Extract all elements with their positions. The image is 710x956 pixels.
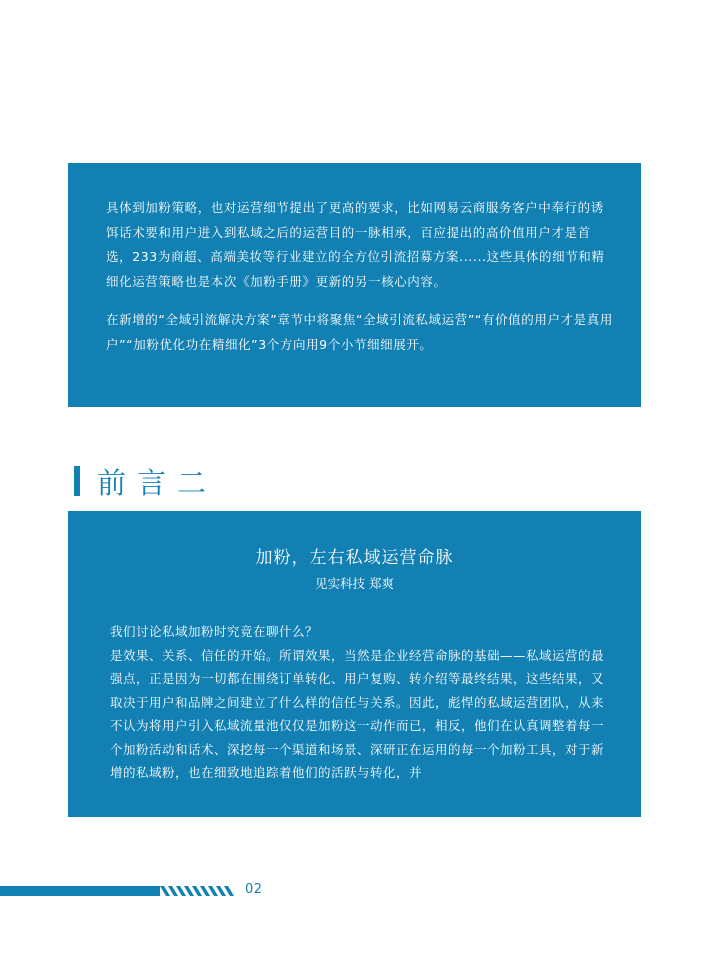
body-paragraph: 在新增的“全域引流解决方案”章节中将聚焦“全域引流私域运营”“有价值的用户才是真用户”“加粉优化功在精细化”3个方向用9个小节细细展开。	[106, 312, 613, 352]
footer-bar	[0, 886, 160, 896]
article-title: 加粉，左右私域运营命脉	[255, 548, 454, 568]
footer-stripes-decoration	[160, 886, 240, 896]
body-paragraph: 是效果、关系、信任的开始。所谓效果，当然是企业经营命脉的基础——私域运营的最强点，正是因为一切都在围绕订单转化、用户复购、转介绍等最终结果，这些结果，又取决于用户和品牌之间建立了什么样的信任与关系。因此，彪悍的私域运营团队，从来不认为将用户引入私域流量池仅仅是加粉这一动作而已，相反，他们在认真调整着每一个加粉活动和话术、深挖每一个渠道和场景、深研正在运用的每一个加粉工具，对于新增的私域粉，也在细致地追踪着他们的活跃与转化，并	[110, 647, 605, 780]
body-paragraph: 具体到加粉策略，也对运营细节提出了更高的要求，比如网易云商服务客户中奉行的诱饵话术要和用户进入到私域之后的运营目的一脉相承，百应提出的高价值用户才是首选，233为商超、高端美妆等行业建立的全方位引流招募方案......这些具体的细节和精细化运营策略也是本次《加粉手册》更新的另一核心内容。	[106, 200, 605, 289]
section-marker-bar	[74, 466, 80, 496]
page-number: 02	[245, 882, 263, 897]
intro-text-panel	[68, 163, 641, 407]
page-footer	[0, 883, 300, 899]
article-author: 见实科技 郑爽	[315, 576, 394, 591]
section-heading	[74, 463, 217, 499]
body-paragraph: 我们讨论私域加粉时究竟在聊什么？	[110, 624, 319, 639]
section-title: 前言二	[97, 465, 218, 500]
preface-panel	[68, 511, 641, 817]
